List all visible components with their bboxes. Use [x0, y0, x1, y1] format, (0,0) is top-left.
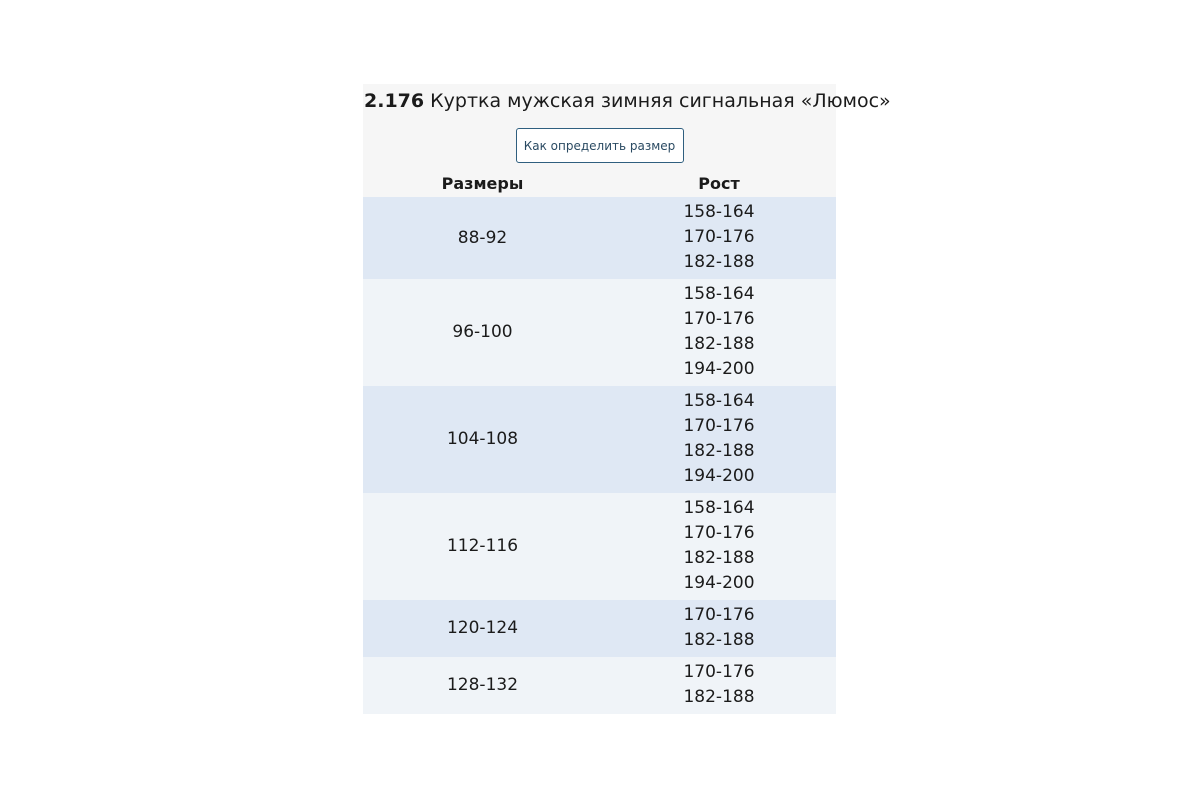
size-cell: 120-124 — [446, 618, 519, 638]
page-title — [363, 84, 891, 118]
height-value: 170-176 — [683, 227, 755, 247]
height-value: 158-164 — [683, 284, 755, 304]
table-header — [363, 170, 836, 197]
size-cell: 88-92 — [457, 227, 508, 248]
height-cell — [602, 282, 836, 382]
height-value: 194-200 — [683, 466, 755, 486]
height-value: 158-164 — [683, 498, 755, 518]
header-sizes: Размеры — [441, 174, 524, 193]
height-value: 170-176 — [683, 416, 755, 436]
height-cell — [602, 389, 836, 489]
height-cell — [602, 496, 836, 596]
size-cell: 128-132 — [446, 675, 519, 695]
table-row — [363, 279, 836, 386]
height-value: 182-188 — [683, 252, 755, 272]
height-value: 158-164 — [683, 202, 755, 222]
size-cell: 96-100 — [452, 322, 513, 342]
height-value: 170-176 — [683, 662, 755, 682]
table-row — [363, 493, 836, 600]
product-name: Куртка мужская зимняя сигнальная «Люмос» — [430, 90, 891, 112]
header-height: Рост — [698, 174, 740, 193]
height-cell — [602, 603, 836, 653]
height-value: 194-200 — [683, 359, 755, 379]
height-value: 194-200 — [683, 573, 755, 593]
height-value: 170-176 — [683, 523, 755, 543]
size-chart-card — [363, 84, 891, 714]
size-cell: 104-108 — [446, 429, 519, 449]
table-row — [363, 386, 836, 493]
height-value: 182-188 — [683, 687, 755, 707]
height-value: 182-188 — [683, 441, 755, 461]
height-cell — [602, 660, 836, 710]
size-cell: 112-116 — [446, 536, 519, 556]
height-cell — [602, 200, 836, 275]
how-to-determine-size-button[interactable]: Как определить размер — [516, 128, 684, 163]
height-value: 182-188 — [683, 630, 755, 650]
height-value: 182-188 — [683, 548, 755, 568]
size-table-body — [363, 197, 836, 714]
table-row — [363, 600, 836, 657]
button-container — [363, 118, 836, 170]
table-row — [363, 197, 836, 279]
height-value: 158-164 — [683, 391, 755, 411]
height-value: 182-188 — [683, 334, 755, 354]
height-value: 170-176 — [683, 605, 755, 625]
product-code: 2.176 — [364, 90, 425, 112]
height-value: 170-176 — [683, 309, 755, 329]
table-row — [363, 657, 836, 714]
